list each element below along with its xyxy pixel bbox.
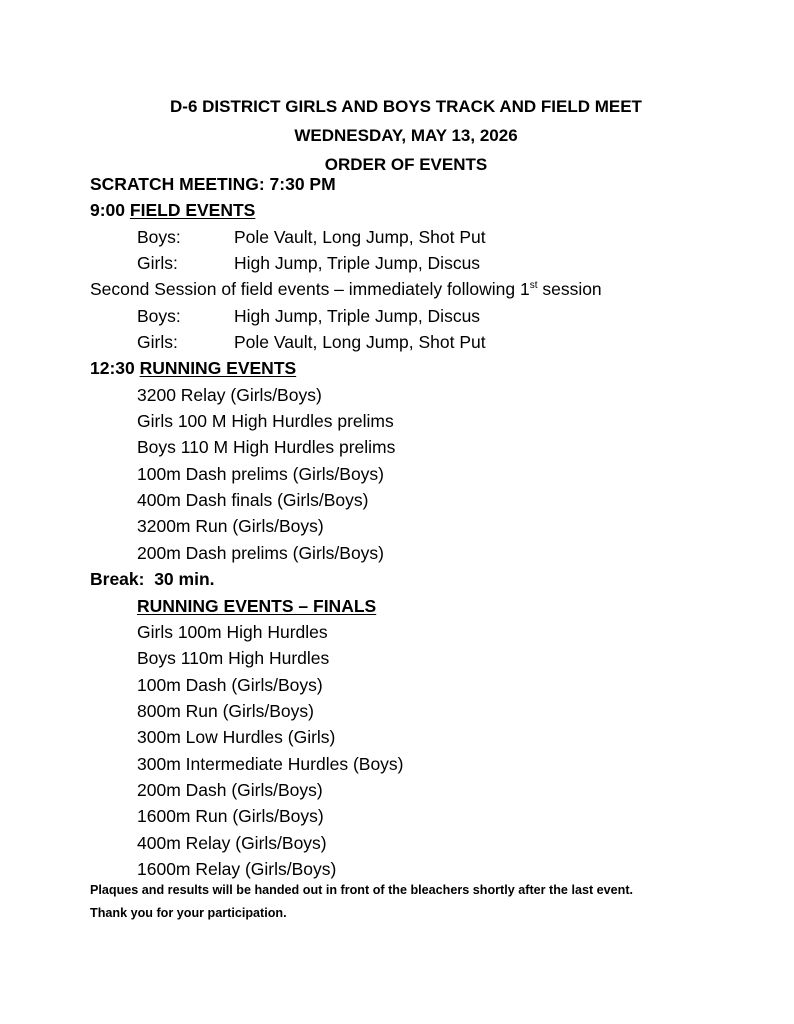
- field-session2-girls: [90, 329, 780, 355]
- schedule-body: [90, 171, 780, 882]
- session-events: Pole Vault, Long Jump, Shot Put: [234, 226, 486, 247]
- running-event-item: 3200 Relay (Girls/Boys): [137, 384, 322, 405]
- running-events-title: RUNNING EVENTS: [139, 358, 297, 379]
- plaques-note: Plaques and results will be handed out in front of the bleachers shortly after the last event.: [90, 883, 634, 897]
- thank-you-note: Thank you for your participation.: [90, 906, 287, 920]
- field-session2-boys: [90, 303, 780, 329]
- session-events: Pole Vault, Long Jump, Shot Put: [234, 332, 486, 353]
- running-event-item: Girls 100 M High Hurdles prelims: [137, 411, 394, 432]
- final-event-item: Boys 110m High Hurdles: [137, 648, 330, 669]
- scratch-meeting: SCRATCH MEETING: 7:30 PM: [90, 174, 336, 194]
- field-session1-girls: [90, 250, 780, 276]
- second-session-text: Second Session of field events – immediately following 1: [90, 279, 530, 300]
- session-label: Boys:: [137, 305, 181, 326]
- footer-notes: [90, 879, 780, 925]
- session-label: Girls:: [137, 253, 178, 274]
- field-events-heading: [90, 197, 780, 223]
- running-events-time: 12:30: [90, 358, 135, 379]
- meet-date: WEDNESDAY, MAY 13, 2026: [294, 126, 518, 145]
- final-event-item: 400m Relay (Girls/Boys): [137, 832, 327, 853]
- running-event-item: 400m Dash finals (Girls/Boys): [137, 490, 369, 511]
- field-session1-boys: [90, 224, 780, 250]
- ordinal-suffix: st: [529, 280, 538, 292]
- session-events: High Jump, Triple Jump, Discus: [234, 305, 481, 326]
- title-block: [0, 92, 794, 179]
- meet-title: D-6 DISTRICT GIRLS AND BOYS TRACK AND FIELD MEET: [170, 97, 642, 116]
- running-event-item: 100m Dash prelims (Girls/Boys): [137, 463, 384, 484]
- field-events-title: FIELD EVENTS: [129, 200, 256, 221]
- field-events-time: 9:00: [90, 200, 126, 221]
- running-events-heading: [90, 355, 780, 381]
- second-session-text-end: session: [537, 279, 602, 300]
- final-event-item: 300m Low Hurdles (Girls): [137, 727, 336, 748]
- finals-heading: [90, 593, 780, 619]
- running-event-item: 200m Dash prelims (Girls/Boys): [137, 542, 384, 563]
- final-event-item: 200m Dash (Girls/Boys): [137, 779, 323, 800]
- break-line: Break: 30 min.: [90, 569, 215, 590]
- final-event-item: 100m Dash (Girls/Boys): [137, 674, 323, 695]
- final-event-item: 300m Intermediate Hurdles (Boys): [137, 753, 404, 774]
- session-label: Girls:: [137, 332, 178, 353]
- final-event-item: 800m Run (Girls/Boys): [137, 700, 314, 721]
- final-event-item: 1600m Run (Girls/Boys): [137, 806, 324, 827]
- final-event-item: 1600m Relay (Girls/Boys): [137, 858, 337, 879]
- session-events: High Jump, Triple Jump, Discus: [234, 253, 481, 274]
- session-label: Boys:: [137, 226, 181, 247]
- finals-title: RUNNING EVENTS – FINALS: [137, 595, 377, 616]
- running-event-item: 3200m Run (Girls/Boys): [137, 516, 324, 537]
- running-event-item: Boys 110 M High Hurdles prelims: [137, 437, 396, 458]
- final-event-item: Girls 100m High Hurdles: [137, 621, 328, 642]
- order-of-events-heading: ORDER OF EVENTS: [324, 155, 488, 174]
- second-session-note: [90, 276, 780, 302]
